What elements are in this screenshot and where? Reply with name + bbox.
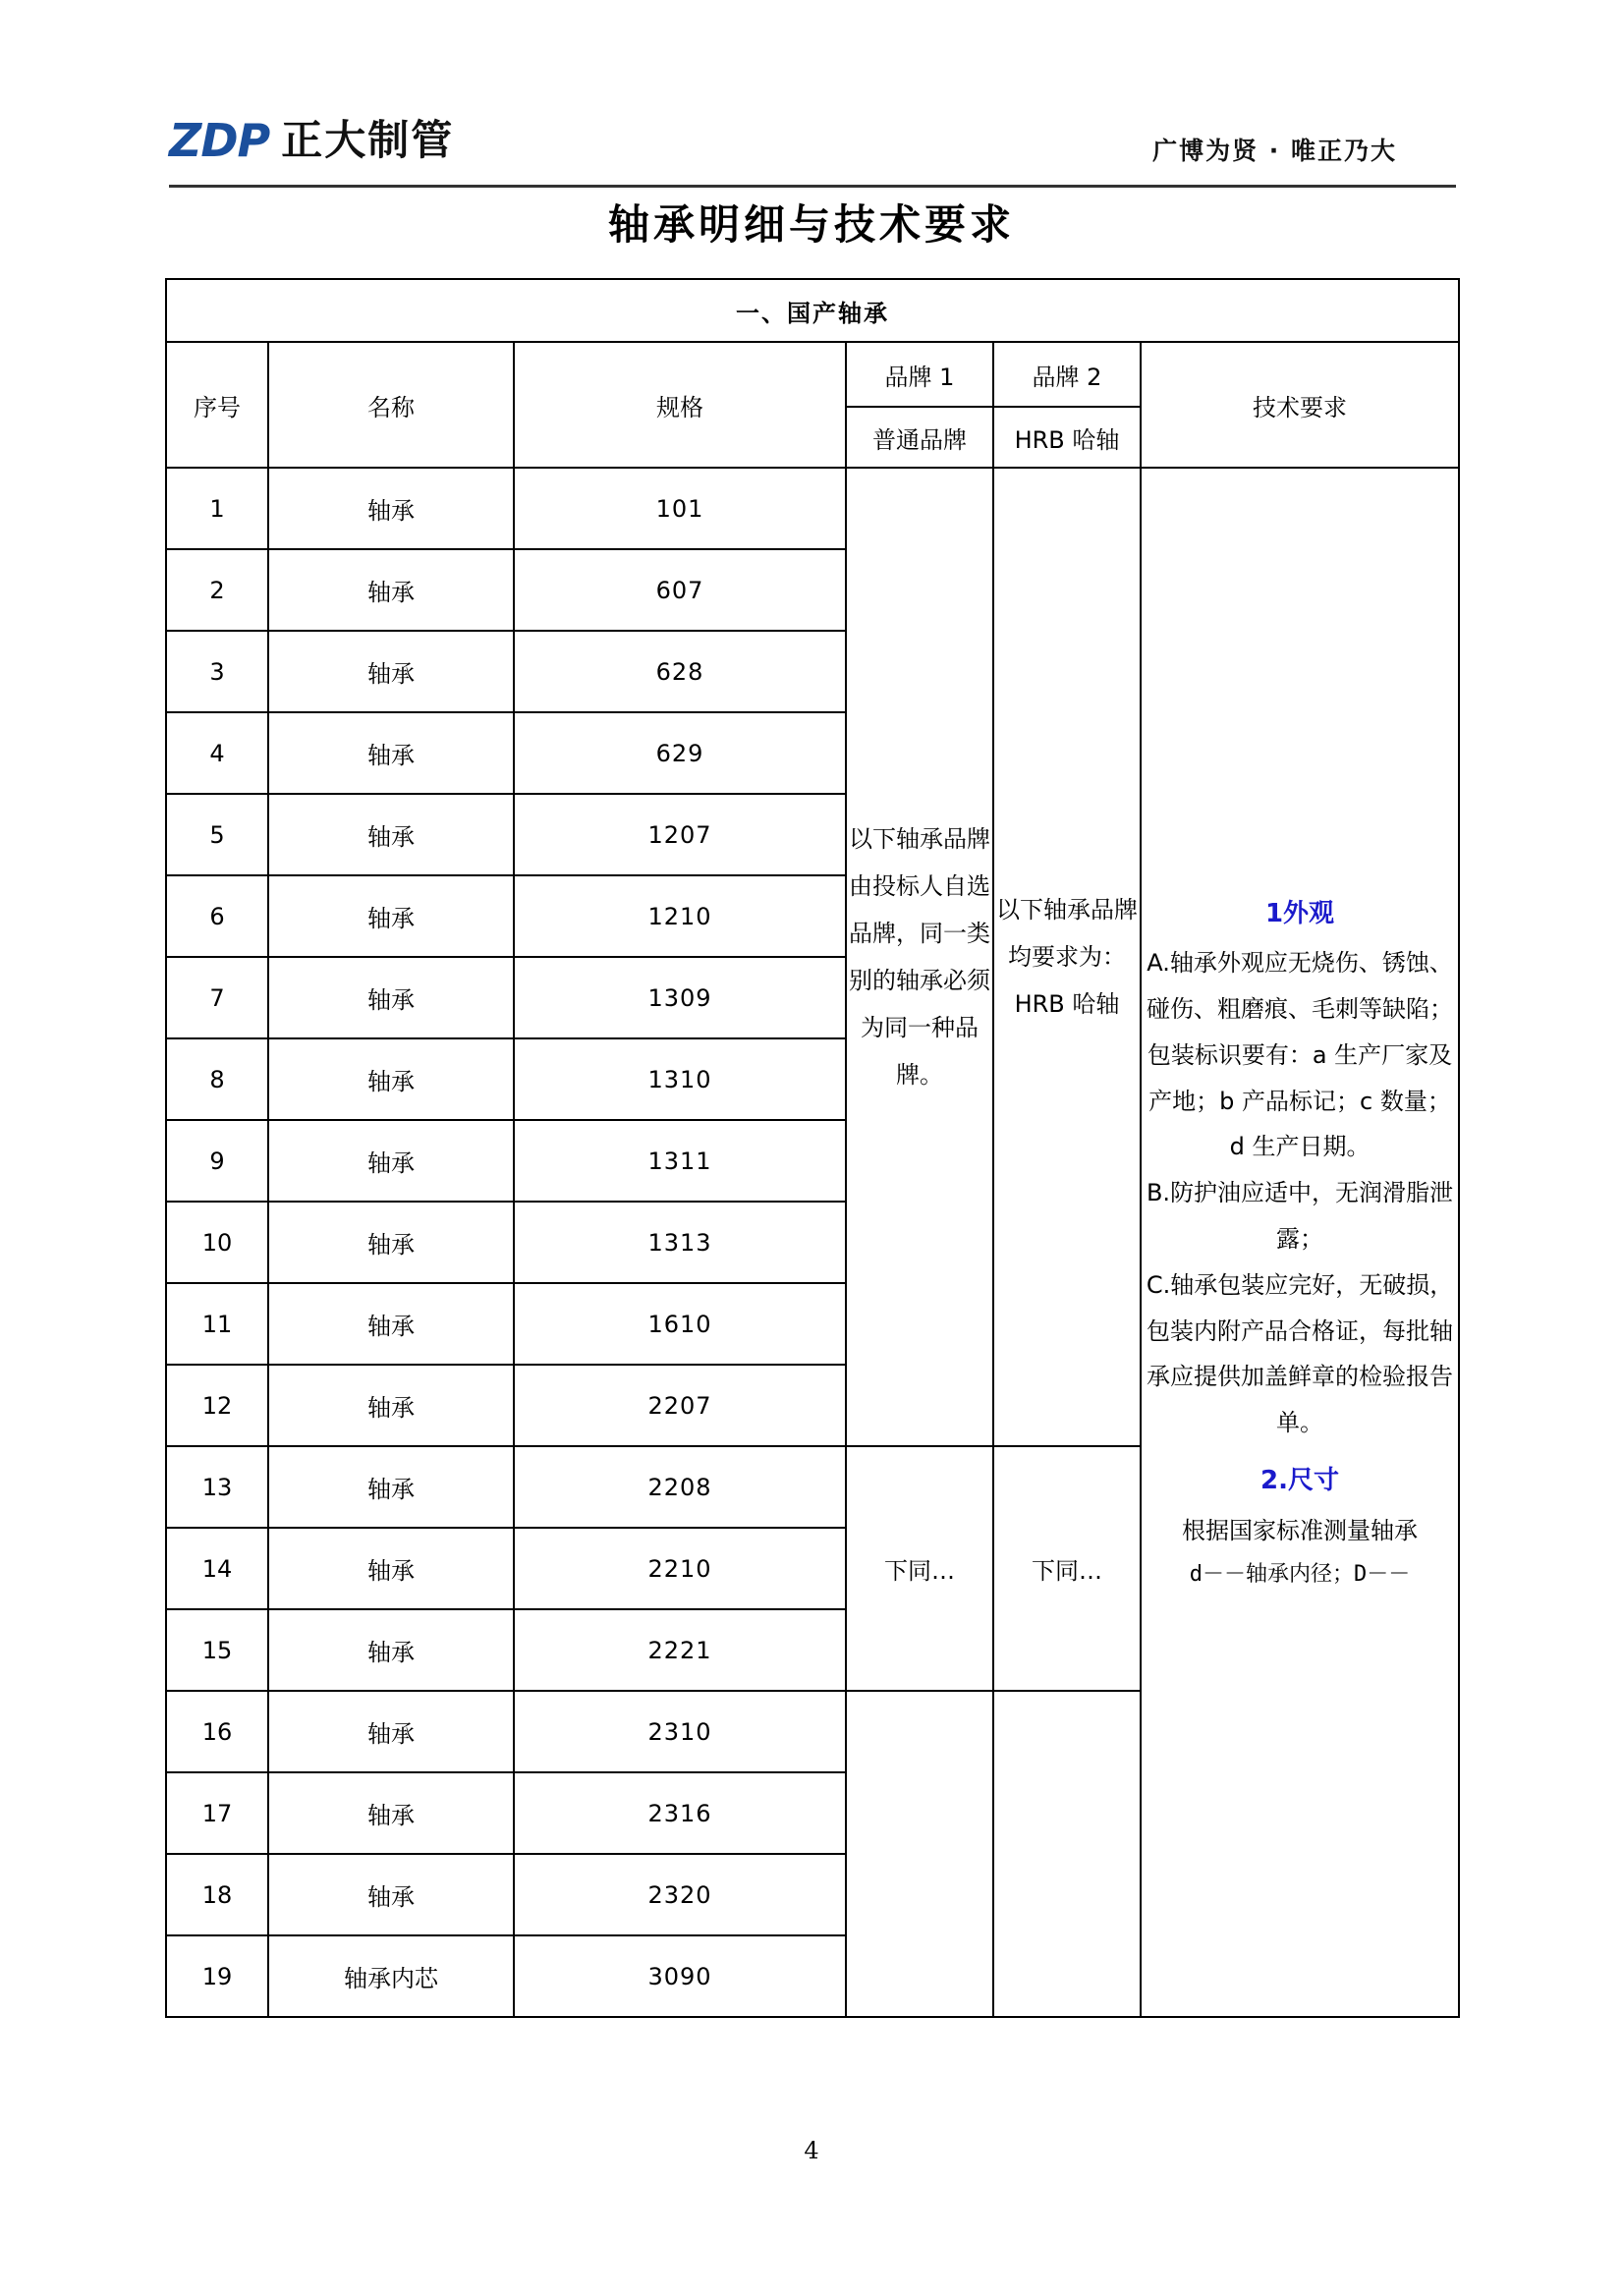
cell-tech-requirements (1141, 468, 1459, 2017)
cell-name: 轴承 (268, 1038, 514, 1120)
cell-name: 轴承 (268, 1854, 514, 1935)
section-title: 一、国产轴承 (166, 279, 1459, 342)
cell-no: 15 (166, 1609, 268, 1691)
cell-name: 轴承 (268, 1609, 514, 1691)
cell-name: 轴承 (268, 1120, 514, 1202)
table-row (166, 468, 1459, 549)
cell-no: 9 (166, 1120, 268, 1202)
cell-spec: 1310 (514, 1038, 846, 1120)
cell-spec: 2207 (514, 1365, 846, 1446)
column-header-tech: 技术要求 (1141, 342, 1459, 468)
cell-brand1-continued: 下同… (846, 1446, 993, 1691)
cell-name: 轴承内芯 (268, 1935, 514, 2017)
cell-spec: 2316 (514, 1772, 846, 1854)
column-header-spec: 规格 (514, 342, 846, 468)
cell-name: 轴承 (268, 1283, 514, 1365)
table-section-header-row (166, 279, 1459, 342)
cell-name: 轴承 (268, 1365, 514, 1446)
tech-paragraph-d: 根据国家标准测量轴承 (1182, 1516, 1419, 1544)
cell-no: 16 (166, 1691, 268, 1772)
tech-paragraph-a: A.轴承外观应无烧伤、锈蚀、碰伤、粗磨痕、毛刺等缺陷；包装标识要有：a 生产厂家及产地；b 产品标记；c 数量；d 生产日期。 (1147, 949, 1454, 1161)
cell-spec: 1210 (514, 875, 846, 957)
cell-no: 11 (166, 1283, 268, 1365)
cell-no: 13 (166, 1446, 268, 1528)
cell-brand2-note: 以下轴承品牌均要求为：HRB 哈轴 (993, 468, 1141, 1446)
cell-spec: 2310 (514, 1691, 846, 1772)
cell-brand2-continued: 下同… (993, 1446, 1141, 1691)
cell-name: 轴承 (268, 875, 514, 957)
company-logo (169, 114, 455, 167)
cell-name: 轴承 (268, 1528, 514, 1609)
tech-paragraph-e: d－－轴承内径；D－－ (1189, 1561, 1411, 1587)
cell-spec: 2320 (514, 1854, 846, 1935)
cell-name: 轴承 (268, 1446, 514, 1528)
cell-no: 17 (166, 1772, 268, 1854)
cell-no: 14 (166, 1528, 268, 1609)
cell-name: 轴承 (268, 712, 514, 794)
tech-heading-appearance: 1外观 (1264, 898, 1335, 928)
column-header-brand2: 品牌 2 (993, 342, 1141, 407)
cell-spec: 2208 (514, 1446, 846, 1528)
cell-name: 轴承 (268, 549, 514, 631)
document-header (169, 114, 1456, 189)
tech-paragraph-b: B.防护油应适中，无润滑脂泄露； (1146, 1179, 1454, 1254)
tech-heading-dimension: 2.尺寸 (1260, 1466, 1339, 1496)
column-subheader-brand1: 普通品牌 (846, 407, 993, 468)
cell-no: 1 (166, 468, 268, 549)
company-slogan: 广博为贤 · 唯正乃大 (1152, 137, 1397, 165)
cell-no: 18 (166, 1854, 268, 1935)
column-subheader-brand2: HRB 哈轴 (993, 407, 1141, 468)
cell-spec: 2221 (514, 1609, 846, 1691)
cell-spec: 2210 (514, 1528, 846, 1609)
cell-spec: 1311 (514, 1120, 846, 1202)
cell-name: 轴承 (268, 1691, 514, 1772)
cell-no: 7 (166, 957, 268, 1038)
cell-name: 轴承 (268, 468, 514, 549)
cell-no: 19 (166, 1935, 268, 2017)
table-header-row-1 (166, 342, 1459, 407)
cell-no: 8 (166, 1038, 268, 1120)
cell-spec: 1309 (514, 957, 846, 1038)
cell-no: 12 (166, 1365, 268, 1446)
logo-abbr-text: ZDP (169, 114, 270, 167)
cell-no: 2 (166, 549, 268, 631)
logo-company-name: 正大制管 (281, 116, 455, 164)
cell-brand1-empty (846, 1691, 993, 2017)
cell-spec: 628 (514, 631, 846, 712)
cell-spec: 629 (514, 712, 846, 794)
header-divider (169, 185, 1456, 188)
column-header-name: 名称 (268, 342, 514, 468)
cell-spec: 1610 (514, 1283, 846, 1365)
page-title: 轴承明细与技术要求 (607, 200, 1015, 249)
cell-spec: 1207 (514, 794, 846, 875)
cell-no: 4 (166, 712, 268, 794)
cell-spec: 101 (514, 468, 846, 549)
cell-no: 3 (166, 631, 268, 712)
cell-spec: 607 (514, 549, 846, 631)
cell-name: 轴承 (268, 957, 514, 1038)
cell-brand1-note: 以下轴承品牌由投标人自选品牌，同一类别的轴承必须为同一种品牌。 (846, 468, 993, 1446)
cell-spec: 1313 (514, 1202, 846, 1283)
cell-name: 轴承 (268, 1772, 514, 1854)
bearing-table (165, 278, 1460, 2018)
cell-no: 6 (166, 875, 268, 957)
cell-spec: 3090 (514, 1935, 846, 2017)
tech-paragraph-c: C.轴承包装应完好，无破损，包装内附产品合格证，每批轴承应提供加盖鲜章的检验报告单。 (1146, 1270, 1454, 1437)
page-number: 4 (804, 2137, 819, 2164)
column-header-brand1: 品牌 1 (846, 342, 993, 407)
column-header-no: 序号 (166, 342, 268, 468)
cell-no: 10 (166, 1202, 268, 1283)
cell-name: 轴承 (268, 794, 514, 875)
cell-name: 轴承 (268, 1202, 514, 1283)
cell-name: 轴承 (268, 631, 514, 712)
cell-brand2-empty (993, 1691, 1141, 2017)
cell-no: 5 (166, 794, 268, 875)
